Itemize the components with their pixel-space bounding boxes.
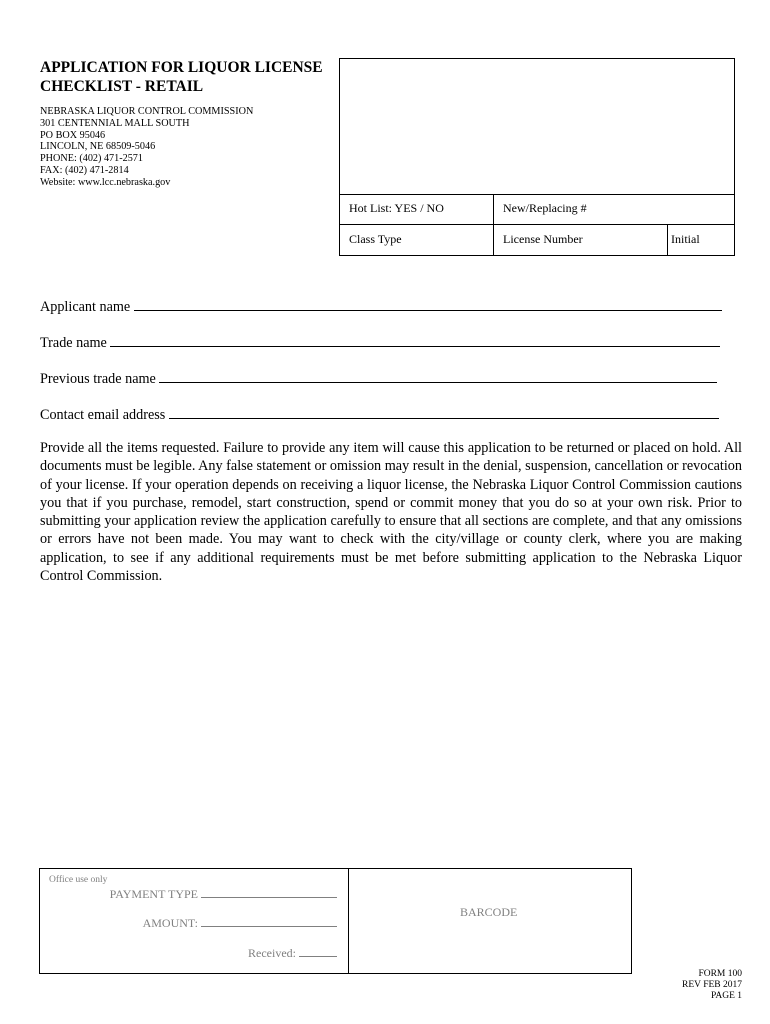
office-use-label: Office use only — [49, 875, 108, 885]
instructions-paragraph: Provide all the items requested. Failure to provide any item will cause this application to be returned or placed on hold. All documents must be legible. Any false statement or omission may result in the denial, suspension, cancellation or revocation of your license. If your operation depends on receiving a liquor license, the Nebraska Liquor Control Commission cautions you that if you purchase, remodel, start construction, spend or commit money that you do so at your own risk. Prior to submitting your application review the application carefully to ensure that all sections are complete, and that any omissions or errors have not been made. You may want to check with the city/village or county clerk, where you are making application, to see if any additional requirements must be met before submitting application to the Nebraska Liquor Control Commission. — [40, 440, 742, 585]
agency-phone: PHONE: (402) 471-2571 — [40, 153, 143, 165]
contact-email-label: Contact email address — [40, 407, 166, 423]
office-use-divider — [348, 869, 349, 973]
applicant-name-field[interactable] — [40, 297, 722, 316]
stamp-divider-2 — [340, 224, 734, 225]
trade-name-line[interactable] — [110, 333, 720, 347]
barcode-placeholder: BARCODE — [460, 905, 518, 919]
contact-email-line[interactable] — [169, 405, 719, 419]
form-number: FORM 100 — [698, 969, 742, 979]
agency-po-box: PO BOX 95046 — [40, 129, 106, 141]
payment-type-label: PAYMENT TYPE — [109, 887, 198, 901]
license-number-label: License Number — [503, 232, 583, 246]
title-line-1: APPLICATION FOR LIQUOR LICENSE — [40, 59, 323, 76]
agency-address — [40, 106, 253, 189]
title-line-2: CHECKLIST - RETAIL — [40, 78, 204, 95]
payment-type-line — [201, 887, 337, 898]
class-type-label: Class Type — [349, 232, 402, 246]
previous-trade-name-label: Previous trade name — [40, 371, 156, 387]
agency-fax: FAX: (402) 471-2814 — [40, 164, 129, 176]
previous-trade-name-line[interactable] — [159, 369, 717, 383]
stamp-divider-v2 — [667, 224, 668, 255]
agency-city: LINCOLN, NE 68509-5046 — [40, 141, 156, 153]
stamp-divider-v1 — [493, 194, 494, 255]
previous-trade-name-field[interactable] — [40, 369, 717, 388]
form-revision: REV FEB 2017 — [681, 980, 742, 990]
new-replacing-label: New/Replacing # — [503, 201, 587, 215]
applicant-name-line[interactable] — [134, 297, 722, 311]
trade-name-field[interactable] — [40, 333, 720, 352]
agency-website: Website: www.lcc.nebraska.gov — [40, 176, 171, 188]
amount-row — [143, 916, 337, 930]
page-number: PAGE 1 — [710, 991, 742, 1001]
amount-line — [201, 916, 337, 927]
trade-name-label: Trade name — [40, 335, 107, 351]
received-line — [299, 946, 337, 957]
received-row — [248, 946, 337, 960]
hot-list-label: Hot List: YES / NO — [349, 201, 444, 215]
agency-street: 301 CENTENNIAL MALL SOUTH — [40, 117, 190, 129]
received-label: Received: — [248, 946, 296, 960]
agency-name: NEBRASKA LIQUOR CONTROL COMMISSION — [40, 106, 254, 117]
form-footer — [682, 969, 742, 1002]
initial-label: Initial — [671, 232, 700, 246]
payment-type-row — [110, 887, 337, 901]
stamp-divider-1 — [340, 194, 734, 195]
form-title — [40, 58, 323, 96]
amount-label: AMOUNT: — [142, 916, 198, 930]
applicant-name-label: Applicant name — [40, 299, 131, 315]
contact-email-field[interactable] — [40, 405, 719, 424]
office-use-box — [39, 868, 632, 974]
office-stamp-box — [339, 58, 735, 256]
